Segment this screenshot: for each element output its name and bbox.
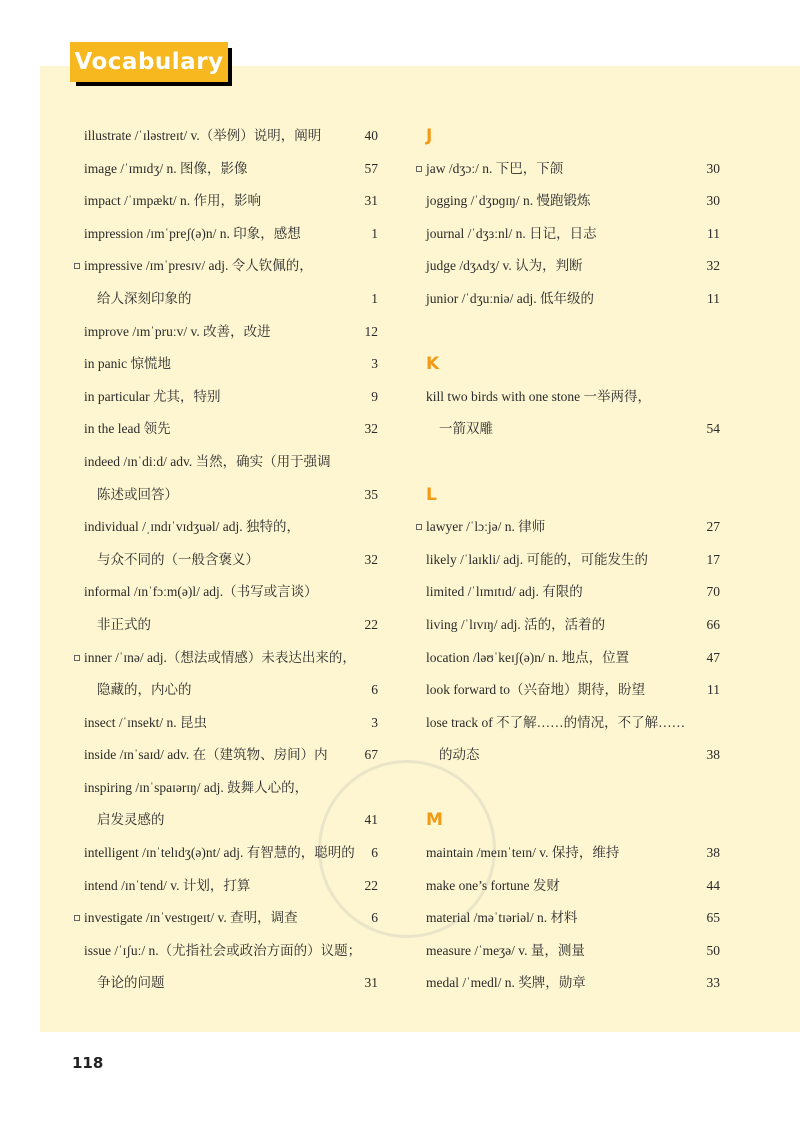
entry-text: 非正式的	[97, 616, 151, 632]
entry-page-number: 54	[706, 421, 720, 437]
entry-page-number: 57	[364, 160, 378, 176]
vocab-entry	[426, 967, 720, 1000]
vocab-entry	[84, 250, 378, 283]
entry-page-number: 3	[371, 356, 378, 372]
vocab-entry	[426, 544, 720, 577]
entry-page-number: 65	[706, 910, 720, 926]
entry-text: informal /ɪnˈfɔːm(ə)l/ adj.（书写或言谈）	[84, 584, 318, 600]
entry-text: insect /ˈɪnsekt/ n. 昆虫	[84, 714, 207, 730]
vocab-entry	[426, 674, 720, 707]
vocab-entry	[426, 837, 720, 870]
vocab-entry	[426, 185, 720, 218]
entry-text: illustrate /ˈɪləstreɪt/ v.（举例）说明，阐明	[84, 128, 322, 143]
entry-page-number: 38	[706, 845, 720, 861]
entry-text: lawyer /ˈlɔːjə/ n. 律师	[426, 519, 546, 535]
vocab-entry	[84, 707, 378, 740]
entry-text: image /ˈɪmɪdʒ/ n. 图像，影像	[84, 160, 248, 176]
vocab-entry	[426, 642, 720, 675]
section-letter: M	[426, 810, 443, 831]
entry-continuation	[426, 739, 720, 772]
vocab-entry	[426, 935, 720, 968]
spacer	[426, 316, 720, 349]
entry-continuation	[84, 609, 378, 642]
entry-page-number: 33	[706, 975, 720, 991]
entry-text: intend /ɪnˈtend/ v. 计划，打算	[84, 877, 251, 893]
entry-page-number: 38	[706, 747, 720, 763]
spacer	[426, 772, 720, 805]
entry-text: junior /ˈdʒuːniə/ adj. 低年级的	[426, 290, 594, 306]
entry-text: 争论的问题	[97, 975, 165, 991]
entry-text: 启发灵感的	[97, 812, 165, 828]
entry-text: maintain /meɪnˈteɪn/ v. 保持，维持	[426, 845, 620, 861]
entry-text: impressive /ɪmˈpresɪv/ adj. 令人钦佩的，	[84, 258, 313, 274]
entry-text: kill two birds with one stone 一举两得，	[426, 388, 651, 404]
entry-page-number: 6	[371, 845, 378, 861]
entry-text: look forward to（兴奋地）期待，盼望	[426, 682, 645, 698]
square-bullet-icon	[74, 655, 80, 661]
vocab-entry	[84, 935, 378, 968]
entry-text: 的动态	[439, 747, 480, 763]
entry-page-number: 12	[364, 323, 378, 339]
vocab-entry	[426, 381, 720, 414]
entry-continuation	[84, 479, 378, 512]
entry-text: in particular 尤其，特别	[84, 388, 221, 404]
entry-text: issue /ˈɪʃuː/ n.（尤指社会或政治方面的）议题；	[84, 942, 362, 958]
vocab-entry	[426, 250, 720, 283]
entry-text: jogging /ˈdʒɒɡɪŋ/ n. 慢跑锻炼	[426, 193, 591, 209]
entry-page-number: 17	[706, 551, 720, 567]
entry-text: in panic 惊慌地	[84, 356, 171, 372]
entry-text: make one’s fortune 发财	[426, 877, 560, 893]
entry-text: inside /ɪnˈsaɪd/ adv. 在（建筑物、房间）内	[84, 747, 328, 763]
section-tab: Vocabulary	[70, 42, 228, 82]
entry-text: medal /ˈmedl/ n. 奖牌，勋章	[426, 975, 586, 991]
entry-text: location /ləʊˈkeɪʃ(ə)n/ n. 地点，位置	[426, 649, 630, 665]
entry-page-number: 67	[364, 747, 378, 763]
vocab-entry	[426, 576, 720, 609]
entry-text: inspiring /ɪnˈspaɪərɪŋ/ adj. 鼓舞人心的，	[84, 779, 309, 795]
entry-text: living /ˈlɪvɪŋ/ adj. 活的，活着的	[426, 616, 606, 632]
entry-page-number: 30	[706, 193, 720, 209]
vocab-entry	[84, 381, 378, 414]
entry-continuation	[84, 544, 378, 577]
entry-page-number: 11	[707, 225, 720, 241]
entry-page-number: 32	[364, 551, 378, 567]
vocab-entry	[84, 739, 378, 772]
entry-page-number: 70	[706, 584, 720, 600]
entry-text: impression /ɪmˈpreʃ(ə)n/ n. 印象，感想	[84, 225, 301, 241]
entry-page-number: 30	[706, 160, 720, 176]
vocab-entry	[84, 153, 378, 186]
entry-page-number: 11	[707, 682, 720, 698]
entry-continuation	[426, 413, 720, 446]
entry-page-number: 31	[364, 975, 378, 991]
entry-page-number: 1	[371, 225, 378, 241]
entry-text: investigate /ɪnˈvestɪɡeɪt/ v. 查明，调查	[84, 910, 298, 926]
vocab-entry	[426, 609, 720, 642]
entry-page-number: 47	[706, 649, 720, 665]
entry-continuation	[84, 967, 378, 1000]
entry-text: inner /ˈɪnə/ adj.（想法或情感）未表达出来的，	[84, 649, 356, 665]
vocab-entry	[84, 446, 378, 479]
vocab-entry	[426, 153, 720, 186]
entry-page-number: 41	[364, 812, 378, 828]
vocab-entry	[84, 837, 378, 870]
vocab-entry	[426, 283, 720, 316]
vocab-entry	[426, 870, 720, 903]
vocab-entry	[84, 316, 378, 349]
entry-text: journal /ˈdʒɜːnl/ n. 日记，日志	[426, 225, 597, 241]
entry-page-number: 50	[706, 942, 720, 958]
entry-page-number: 32	[364, 421, 378, 437]
section-letter: K	[426, 354, 440, 375]
entry-text: likely /ˈlaɪkli/ adj. 可能的，可能发生的	[426, 551, 648, 567]
vocab-entry	[84, 576, 378, 609]
entry-text: impact /ˈɪmpækt/ n. 作用，影响	[84, 193, 261, 209]
left-column	[84, 120, 378, 1000]
entry-page-number: 3	[371, 714, 378, 730]
section-letter: J	[426, 126, 433, 146]
entry-page-number: 6	[371, 682, 378, 698]
entry-text: material /məˈtɪəriəl/ n. 材料	[426, 910, 578, 926]
vocab-entry	[84, 642, 378, 675]
entry-text: 一箭双雕	[439, 421, 493, 437]
entry-page-number: 1	[371, 290, 378, 306]
vocab-entry	[426, 218, 720, 251]
entry-text: lose track of 不了解……的情况，不了解……	[426, 714, 686, 730]
entry-continuation	[84, 283, 378, 316]
entry-continuation	[84, 804, 378, 837]
square-bullet-icon	[416, 166, 422, 172]
vocab-entry	[84, 511, 378, 544]
entry-page-number: 32	[706, 258, 720, 274]
vocab-entry	[426, 902, 720, 935]
entry-page-number: 31	[364, 193, 378, 209]
entry-text: improve /ɪmˈpruːv/ v. 改善，改进	[84, 323, 271, 339]
entry-page-number: 11	[707, 290, 720, 306]
entry-text: jaw /dʒɔː/ n. 下巴，下颌	[426, 160, 564, 176]
vocab-entry	[426, 511, 720, 544]
entry-text: 陈述或回答）	[97, 486, 178, 502]
entry-text: 与众不同的（一般含褒义）	[97, 551, 259, 567]
entry-page-number: 22	[364, 616, 378, 632]
square-bullet-icon	[416, 524, 422, 530]
entry-text: intelligent /ɪnˈtelɪdʒ(ə)nt/ adj. 有智慧的，聪明的	[84, 845, 355, 861]
vocab-entry	[84, 413, 378, 446]
entry-text: individual /ˌɪndɪˈvɪdʒuəl/ adj. 独特的，	[84, 519, 300, 535]
square-bullet-icon	[74, 915, 80, 921]
entry-page-number: 27	[706, 519, 720, 535]
entry-text: indeed /ɪnˈdiːd/ adv. 当然，确实（用于强调	[84, 453, 331, 469]
entry-continuation	[84, 674, 378, 707]
right-column	[426, 120, 720, 1000]
vocab-entry	[84, 120, 378, 153]
vocab-entry	[84, 218, 378, 251]
entry-page-number: 66	[706, 616, 720, 632]
square-bullet-icon	[74, 263, 80, 269]
vocab-entry	[84, 902, 378, 935]
entry-page-number: 35	[364, 486, 378, 502]
entry-text: measure /ˈmeʒə/ v. 量，测量	[426, 942, 585, 958]
page-number: 118	[72, 1054, 104, 1072]
section-letter: L	[426, 484, 437, 505]
entry-text: limited /ˈlɪmɪtɪd/ adj. 有限的	[426, 584, 583, 600]
vocab-entry	[84, 185, 378, 218]
vocab-entry	[426, 707, 720, 740]
entry-page-number: 40	[364, 128, 378, 143]
vocab-entry	[84, 870, 378, 903]
entry-page-number: 44	[706, 877, 720, 893]
entry-page-number: 9	[371, 388, 378, 404]
spacer	[426, 446, 720, 479]
entry-text: in the lead 领先	[84, 421, 171, 437]
entry-text: 隐藏的，内心的	[97, 682, 192, 698]
entry-text: judge /dʒʌdʒ/ v. 认为，判断	[426, 258, 583, 274]
entry-page-number: 6	[371, 910, 378, 926]
entry-text: 给人深刻印象的	[97, 290, 192, 306]
vocab-entry	[84, 772, 378, 805]
vocab-entry	[84, 348, 378, 381]
entry-page-number: 22	[364, 877, 378, 893]
